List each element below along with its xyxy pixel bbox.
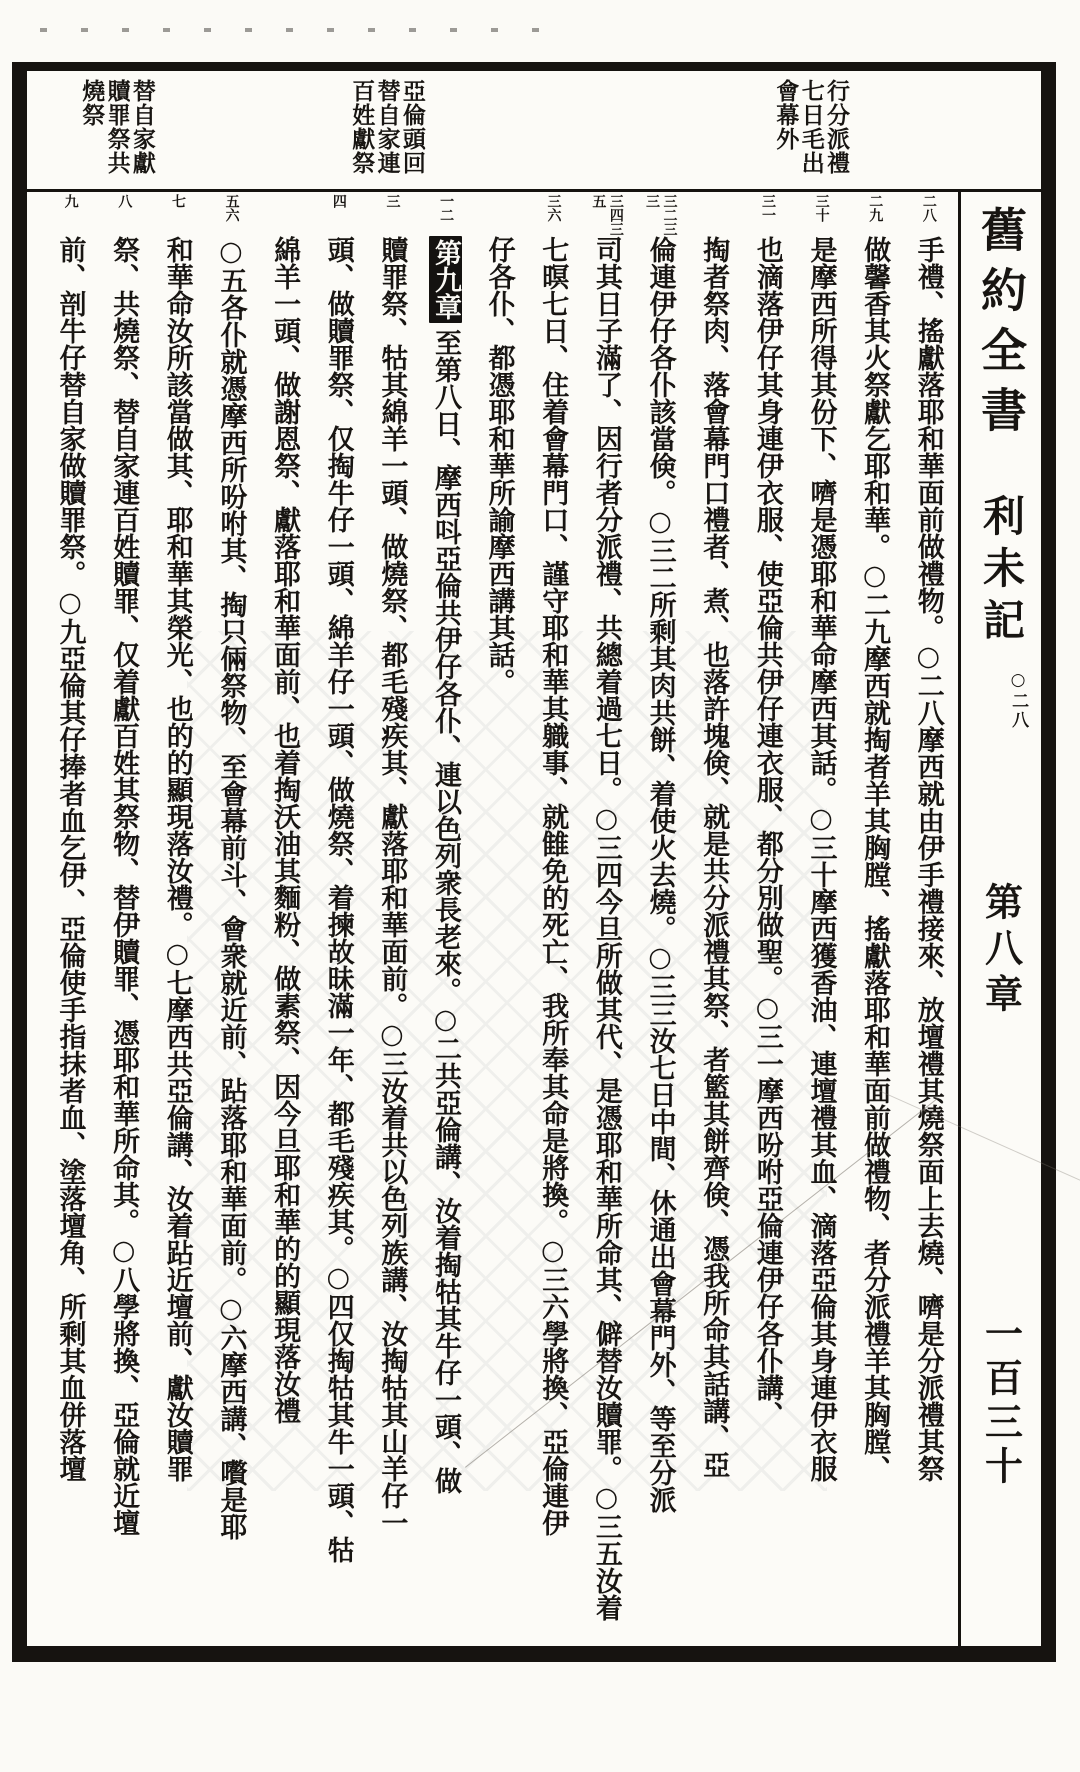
- verse-text: [907, 236, 950, 1646]
- margin-note: 亞倫頭回替自家連百姓獻祭: [348, 79, 426, 175]
- column-text: 司其日子滿了、因行者分派禮、共總着過七日。○三四今旦所做其代、是憑耶和華所命其、僻替汝贖罪。○三五汝着: [590, 236, 622, 1621]
- column-text: 前、剖牛仔替自家做贖罪祭。○九亞倫其仔捧者血乞伊、亞倫使手指抹者血、塗落壇角、所剩其血併落壇: [54, 236, 86, 1482]
- text-column: [687, 192, 741, 1646]
- text-column: [740, 192, 794, 1646]
- page-number: 一百三十: [978, 1314, 1024, 1490]
- text-column: [150, 192, 204, 1646]
- verse-text: [638, 236, 681, 1646]
- verse-text: [585, 236, 628, 1646]
- verse-text: [370, 236, 413, 1646]
- verse-header: 二八: [920, 194, 937, 222]
- column-text: 仔各仆、都憑耶和華所諭摩西講其話。: [483, 236, 515, 695]
- column-text: 做馨香其火祭獻乞耶和華。○二九摩西就掏者羊其胸膛、搖獻落耶和華面前做禮物、者分派禮羊其胸膛、: [859, 236, 891, 1482]
- column-text: 倫連伊仔各仆該當倹。○三二所剩其肉共餅、着使火去燒。○三三汝七日中間、休通出會幕門外、等至分派: [644, 236, 676, 1513]
- column-text: 頭、做贖罪祭、仅掏牛仔一頭、綿羊仔一頭、做燒祭、着揀故昧滿一年、都毛殘疾其。○四仅掏牯其牛一頭、牯: [322, 236, 354, 1563]
- column-text: 手禮、搖獻落耶和華面前做禮物。○二八摩西就由伊手禮接來、放壇禮其燒祭面上去燒、嚌是分派禮其祭: [912, 236, 944, 1482]
- column-text: 是摩西所得其份下、嚌是憑耶和華命摩西其話。○三十摩西獲香油、連壇禮其血、滴落亞倫其身連伊衣服: [805, 236, 837, 1482]
- text-column: [365, 192, 419, 1646]
- text-column: [419, 192, 473, 1646]
- text-column: [633, 192, 687, 1646]
- verse-header: 三二三三: [643, 194, 678, 236]
- verse-header: 三十: [813, 194, 830, 222]
- title-column: [958, 192, 1041, 1646]
- chapter-9-label: 第九章: [429, 236, 462, 323]
- verse-text: [853, 236, 896, 1646]
- text-column: [97, 192, 151, 1646]
- text-column: [258, 192, 312, 1646]
- verse-header: 七: [169, 194, 186, 208]
- verse-header: 一二: [438, 194, 455, 222]
- verse-text: [746, 236, 789, 1646]
- verse-header: 二九: [867, 194, 884, 222]
- verse-text: [424, 236, 467, 1646]
- column-text: 贖罪祭、牯其綿羊一頭、做燒祭、都毛殘疾其、獻落耶和華面前。○三汝着共以色列族講、汝掏牯其山羊仔一: [376, 236, 408, 1536]
- verse-header: 四: [330, 194, 347, 208]
- verse-header: 八: [116, 194, 133, 208]
- verse-text: [477, 236, 520, 1646]
- chapter-heading: 第八章: [978, 882, 1024, 1020]
- verse-header: 五六: [223, 194, 240, 222]
- column-text: 七暝七日、住着會幕門口、謹守耶和華其軄事、就雔免的死亡、我所奉其命是將換。○三六學將換、亞倫連伊: [537, 236, 569, 1536]
- verse-header: 九: [62, 194, 79, 208]
- verse-text: [102, 236, 145, 1646]
- text-column: [526, 192, 580, 1646]
- verse-text: [317, 236, 360, 1646]
- main-text-area: [27, 192, 961, 1646]
- text-column: [43, 192, 97, 1646]
- verse-header: 三六: [545, 194, 562, 222]
- text-column: [901, 192, 955, 1646]
- column-text: 至第八日、摩西呌亞倫共伊仔各仆、連以色列衆長老來。○二共亞倫講、汝着掏牯其牛仔一頭、做: [430, 329, 461, 1494]
- verse-text: [156, 236, 199, 1646]
- verse-text: [799, 236, 842, 1646]
- verse-text: [692, 236, 735, 1646]
- column-text: 也滴落伊仔其身連伊衣服、使亞倫共伊仔連衣服、都分別做聖。○三一摩西吩咐亞倫連伊仔各仆講、: [751, 236, 783, 1428]
- text-column: [848, 192, 902, 1646]
- margin-note: 替自家獻贖罪祭共燒祭: [78, 79, 156, 175]
- text-column: [204, 192, 258, 1646]
- verse-header: 三一: [760, 194, 776, 222]
- verse-header: 三: [384, 194, 401, 208]
- text-column: [472, 192, 526, 1646]
- start-verse-marker: ○二八: [1008, 670, 1029, 730]
- column-text: 掏者祭肉、落會幕門口禮者、煮、也落許塊倹、就是共分派禮其祭、者籃其餅齊倹、憑我所命其話講、亞: [698, 236, 730, 1478]
- text-column: [580, 192, 634, 1646]
- verse-text: [48, 236, 91, 1646]
- column-text: 祭、共燒祭、替自家連百姓贖罪、仅着獻百姓其祭物、替伊贖罪、憑耶和華所命其。○八學將換、亞倫就近壇: [108, 236, 140, 1536]
- verse-header: 三四三五: [590, 194, 624, 236]
- verse-text: [531, 236, 574, 1646]
- scan-noise-top: [40, 28, 560, 32]
- column-text: 和華命汝所該當做其、耶和華其榮光、也的的顯現落汝禮。○七摩西共亞倫講、汝着跕近壇前、獻汝贖罪: [161, 236, 193, 1482]
- page-frame: [12, 62, 1056, 1662]
- margin-notes-band: [27, 71, 1041, 192]
- book-title: 舊約全書: [974, 206, 1028, 446]
- text-column: [311, 192, 365, 1646]
- verse-text: [263, 236, 306, 1646]
- column-text: 綿羊一頭、做謝恩祭、獻落耶和華面前、也着掏沃油其麵粉、做素祭、因今旦耶和華的的顯現落汝禮: [269, 236, 301, 1424]
- column-text: ○五各仆就憑摩西所吩咐其、掏只倆祭物、至會幕前斗、會衆就近前、跕落耶和華面前。○六摩西講、嚽是耶: [215, 236, 247, 1540]
- verse-text: [209, 236, 252, 1646]
- text-column: [794, 192, 848, 1646]
- margin-note: 行分派禮七日毛出會幕外: [772, 79, 850, 175]
- section-title: 利未記: [977, 494, 1026, 650]
